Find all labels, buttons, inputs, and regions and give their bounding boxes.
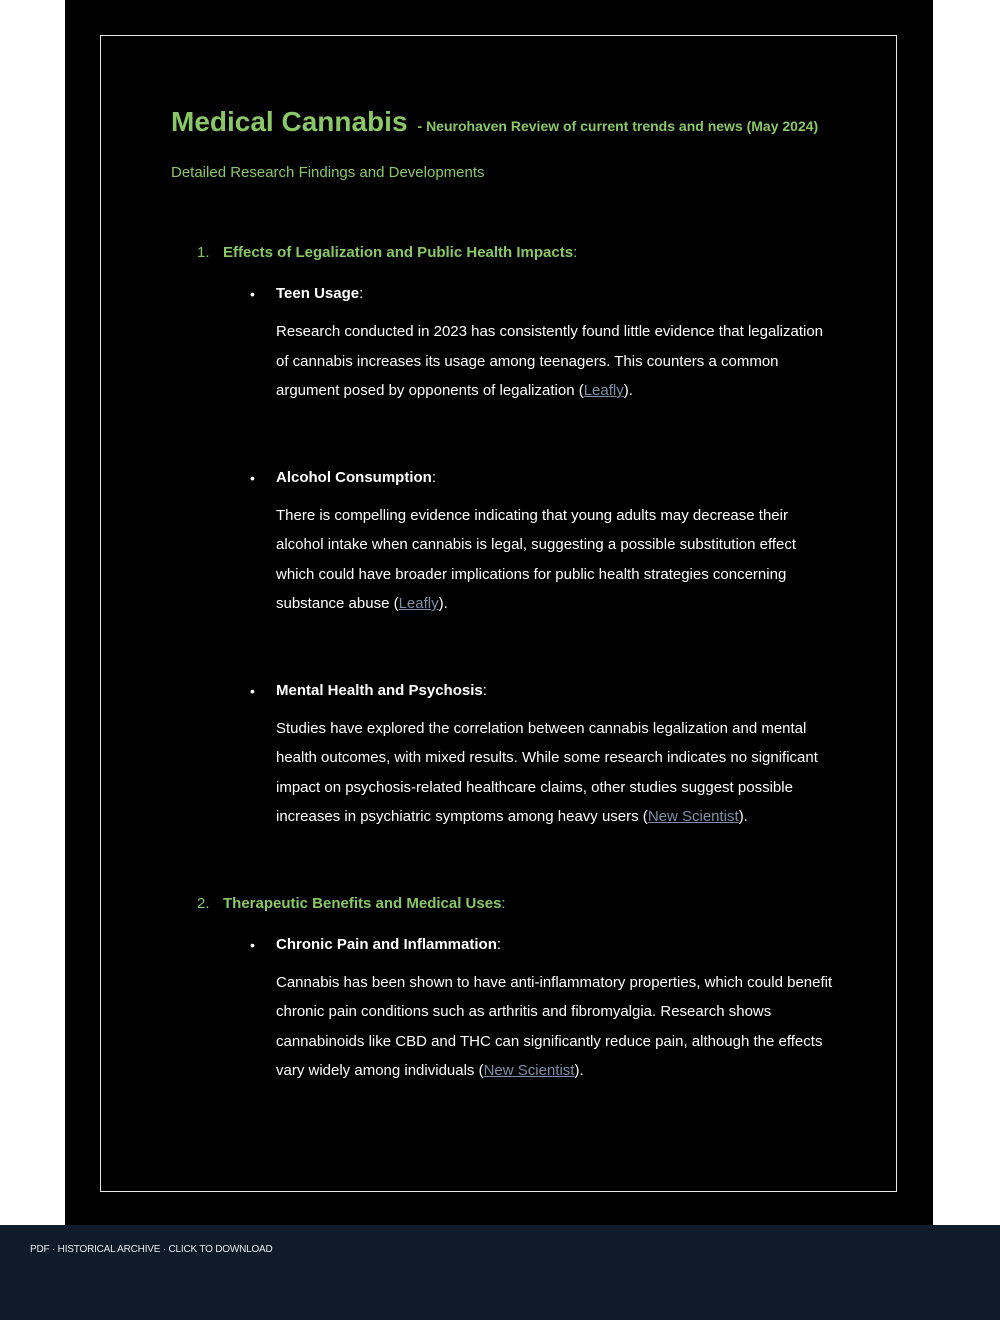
item-paragraph [276,968,836,1086]
section-colon: : [501,894,506,912]
section-title: Effects of Legalization and Public Health Impacts [223,244,574,261]
download-bar[interactable] [0,1225,1000,1320]
bullet-icon: • [250,682,255,699]
list-item-mental-health [171,681,831,832]
section-number: 1. [197,244,210,261]
source-link-new-scientist[interactable]: New Scientist [647,808,739,825]
list-item-teen-usage [171,284,831,406]
document-content [171,106,831,1086]
item-paragraph [276,501,836,619]
section-colon: : [573,244,578,261]
source-link-leafly[interactable]: Leafly [583,382,624,399]
item-colon: : [359,285,364,302]
item-heading [276,935,831,955]
item-title: Chronic Pain and Inflammation [276,935,497,953]
item-heading [276,284,831,304]
page-border-frame [100,35,897,1192]
paragraph-end: ). [438,595,448,612]
section-heading [171,894,831,914]
title-row [171,106,831,138]
paragraph-text: Studies have explored the correlation between cannabis legalization and mental health outcomes, with mixed results. While some research indicates no significant impact on psychosis-related healthcare claims, other studies suggest possible increases in psychiatric symptoms among heavy users ( [276,719,818,825]
section-title: Therapeutic Benefits and Medical Uses [223,894,502,912]
item-heading [276,681,831,701]
section-heading [171,243,831,263]
section-legalization [171,243,831,832]
item-colon: : [482,681,487,699]
bullet-icon: • [250,936,255,953]
document-title: Medical Cannabis [171,106,408,137]
section-number: 2. [197,894,210,912]
list-item-chronic-pain [171,935,831,1086]
item-title: Mental Health and Psychosis [276,681,483,699]
paragraph-text: Research conducted in 2023 has consistently found little evidence that legalization of cannabis increases its usage among teenagers. This counters a common argument posed by opponents of legalization ( [276,323,824,399]
item-paragraph [276,714,836,832]
item-title: Teen Usage [276,285,360,302]
item-colon: : [496,935,502,953]
document-subtitle: - Neurohaven Review of current trends and news (May 2024) [417,118,819,134]
item-paragraph [276,317,836,406]
list-item-alcohol-consumption [171,468,831,619]
item-title: Alcohol Consumption [276,468,432,486]
paragraph-end: ). [738,808,748,825]
source-link-new-scientist[interactable]: New Scientist [483,1062,575,1079]
download-link[interactable]: PDF · HISTORICAL ARCHIVE · CLICK TO DOWNLOAD [30,1244,273,1255]
source-link-leafly[interactable]: Leafly [398,595,439,612]
bullet-icon: • [250,469,255,486]
item-heading [276,468,831,488]
paragraph-text: Cannabis has been shown to have anti-inflammatory properties, which could benefit chronic pain conditions such as arthritis and fibromyalgia. Research shows cannabinoids like CBD and THC can significantly reduce pain, although the effects vary widely among individuals ( [276,973,833,1079]
paragraph-end: ). [574,1062,584,1079]
document-tagline: Detailed Research Findings and Developments [171,164,485,181]
item-colon: : [431,468,436,486]
bullet-icon: • [250,286,255,302]
paragraph-text: There is compelling evidence indicating that young adults may decrease their alcohol intake when cannabis is legal, suggesting a possible substitution effect which could have broader implications for public health strategies concerning substance abuse ( [276,506,797,612]
paragraph-end: ). [623,382,633,399]
document-page [65,0,933,1225]
section-therapeutic [171,894,831,1086]
